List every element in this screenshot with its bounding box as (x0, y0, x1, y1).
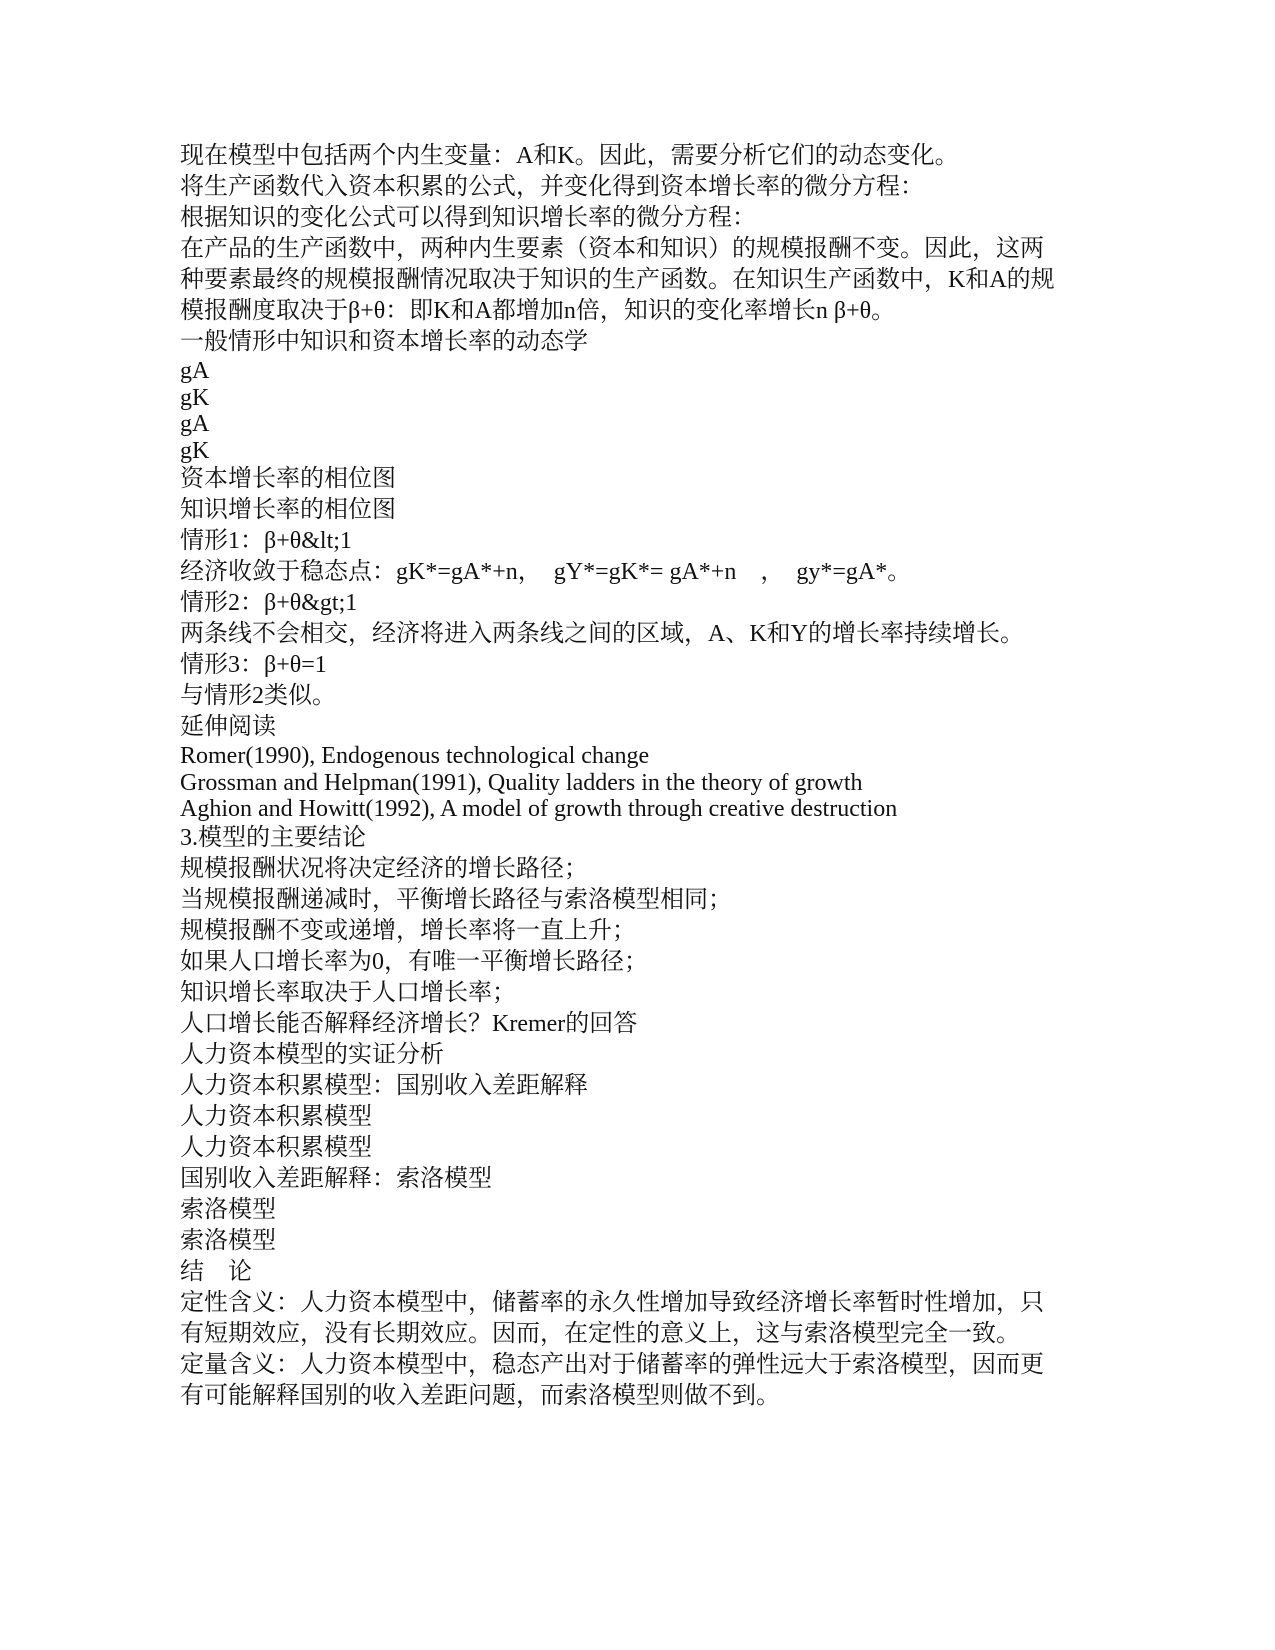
text-line: 现在模型中包括两个内生变量：A和K。因此，需要分析它们的动态变化。 (180, 143, 959, 169)
section-heading: 3.模型的主要结论 (180, 824, 366, 851)
text-line: 定量含义：人力资本模型中，稳态产出对于储蓄率的弹性远大于索洛模型，因而更 (180, 1351, 1044, 1378)
text-line: 情形2：β+θ&gt;1 (180, 590, 358, 616)
reference-item: Aghion and Howitt(1992), A model of growth through creative destruction (180, 796, 898, 822)
text-line: gA (180, 358, 210, 384)
text-line: 规模报酬不变或递增，增长率将一直上升； (180, 917, 636, 944)
text-line: 人口增长能否解释经济增长？Kremer的回答 (180, 1010, 638, 1037)
section-heading: 结 论 (180, 1258, 252, 1285)
text-line: 种要素最终的规模报酬情况取决于知识的生产函数。在知识生产函数中，K和A的规 (180, 267, 1055, 293)
text-line: 人力资本积累模型：国别收入差距解释 (180, 1072, 588, 1099)
text-line: 当规模报酬递减时，平衡增长路径与索洛模型相同； (180, 886, 732, 913)
text-line: 知识增长率的相位图 (180, 497, 396, 523)
text-line: gK (180, 384, 210, 411)
text-line: 两条线不会相交，经济将进入两条线之间的区域，A、K和Y的增长率持续增长。 (180, 621, 1024, 647)
text-line: 知识增长率取决于人口增长率； (180, 979, 516, 1006)
reference-item: Romer(1990), Endogenous technological change (180, 743, 650, 769)
text-line: 将生产函数代入资本积累的公式，并变化得到资本增长率的微分方程： (180, 174, 924, 200)
text-line: 定性含义：人力资本模型中，储蓄率的永久性增加导致经济增长率暂时性增加，只 (180, 1289, 1044, 1316)
text-line: 人力资本积累模型 (180, 1134, 372, 1161)
text-line: 与情形2类似。 (180, 683, 336, 709)
text-line: gK (180, 437, 210, 464)
text-line: 有短期效应，没有长期效应。因而，在定性的意义上，这与索洛模型完全一致。 (180, 1320, 1020, 1347)
text-line: 如果人口增长率为0，有唯一平衡增长路径； (180, 948, 648, 975)
text-line: 国别收入差距解释：索洛模型 (180, 1165, 492, 1192)
reference-item: Grossman and Helpman(1991), Quality ladders in the theory of growth (180, 769, 863, 796)
section-heading: 人力资本模型的实证分析 (180, 1041, 444, 1068)
text-line: 根据知识的变化公式可以得到知识增长率的微分方程： (180, 205, 756, 231)
text-line: 经济收敛于稳态点：gK*=gA*+n， gY*=gK*= gA*+n ， gy*=gA*。 (180, 559, 912, 585)
text-line: 情形1：β+θ&lt;1 (180, 528, 352, 554)
document-page (180, 141, 1060, 1412)
text-line: 人力资本积累模型 (180, 1103, 372, 1130)
text-line: 模报酬度取决于β+θ：即K和A都增加n倍，知识的变化率增长n β+θ。 (180, 298, 896, 324)
text-line: 规模报酬状况将决定经济的增长路径； (180, 855, 588, 882)
text-line: 资本增长率的相位图 (180, 466, 396, 492)
section-heading: 延伸阅读 (180, 714, 276, 740)
text-line: 有可能解释国别的收入差距问题，而索洛模型则做不到。 (180, 1382, 780, 1409)
text-line: gA (180, 411, 210, 437)
text-line: 在产品的生产函数中，两种内生要素（资本和知识）的规模报酬不变。因此，这两 (180, 236, 1044, 262)
text-line: 情形3：β+θ=1 (180, 652, 327, 678)
text-line: 索洛模型 (180, 1196, 276, 1223)
section-heading: 一般情形中知识和资本增长率的动态学 (180, 329, 588, 355)
text-line: 索洛模型 (180, 1227, 276, 1254)
